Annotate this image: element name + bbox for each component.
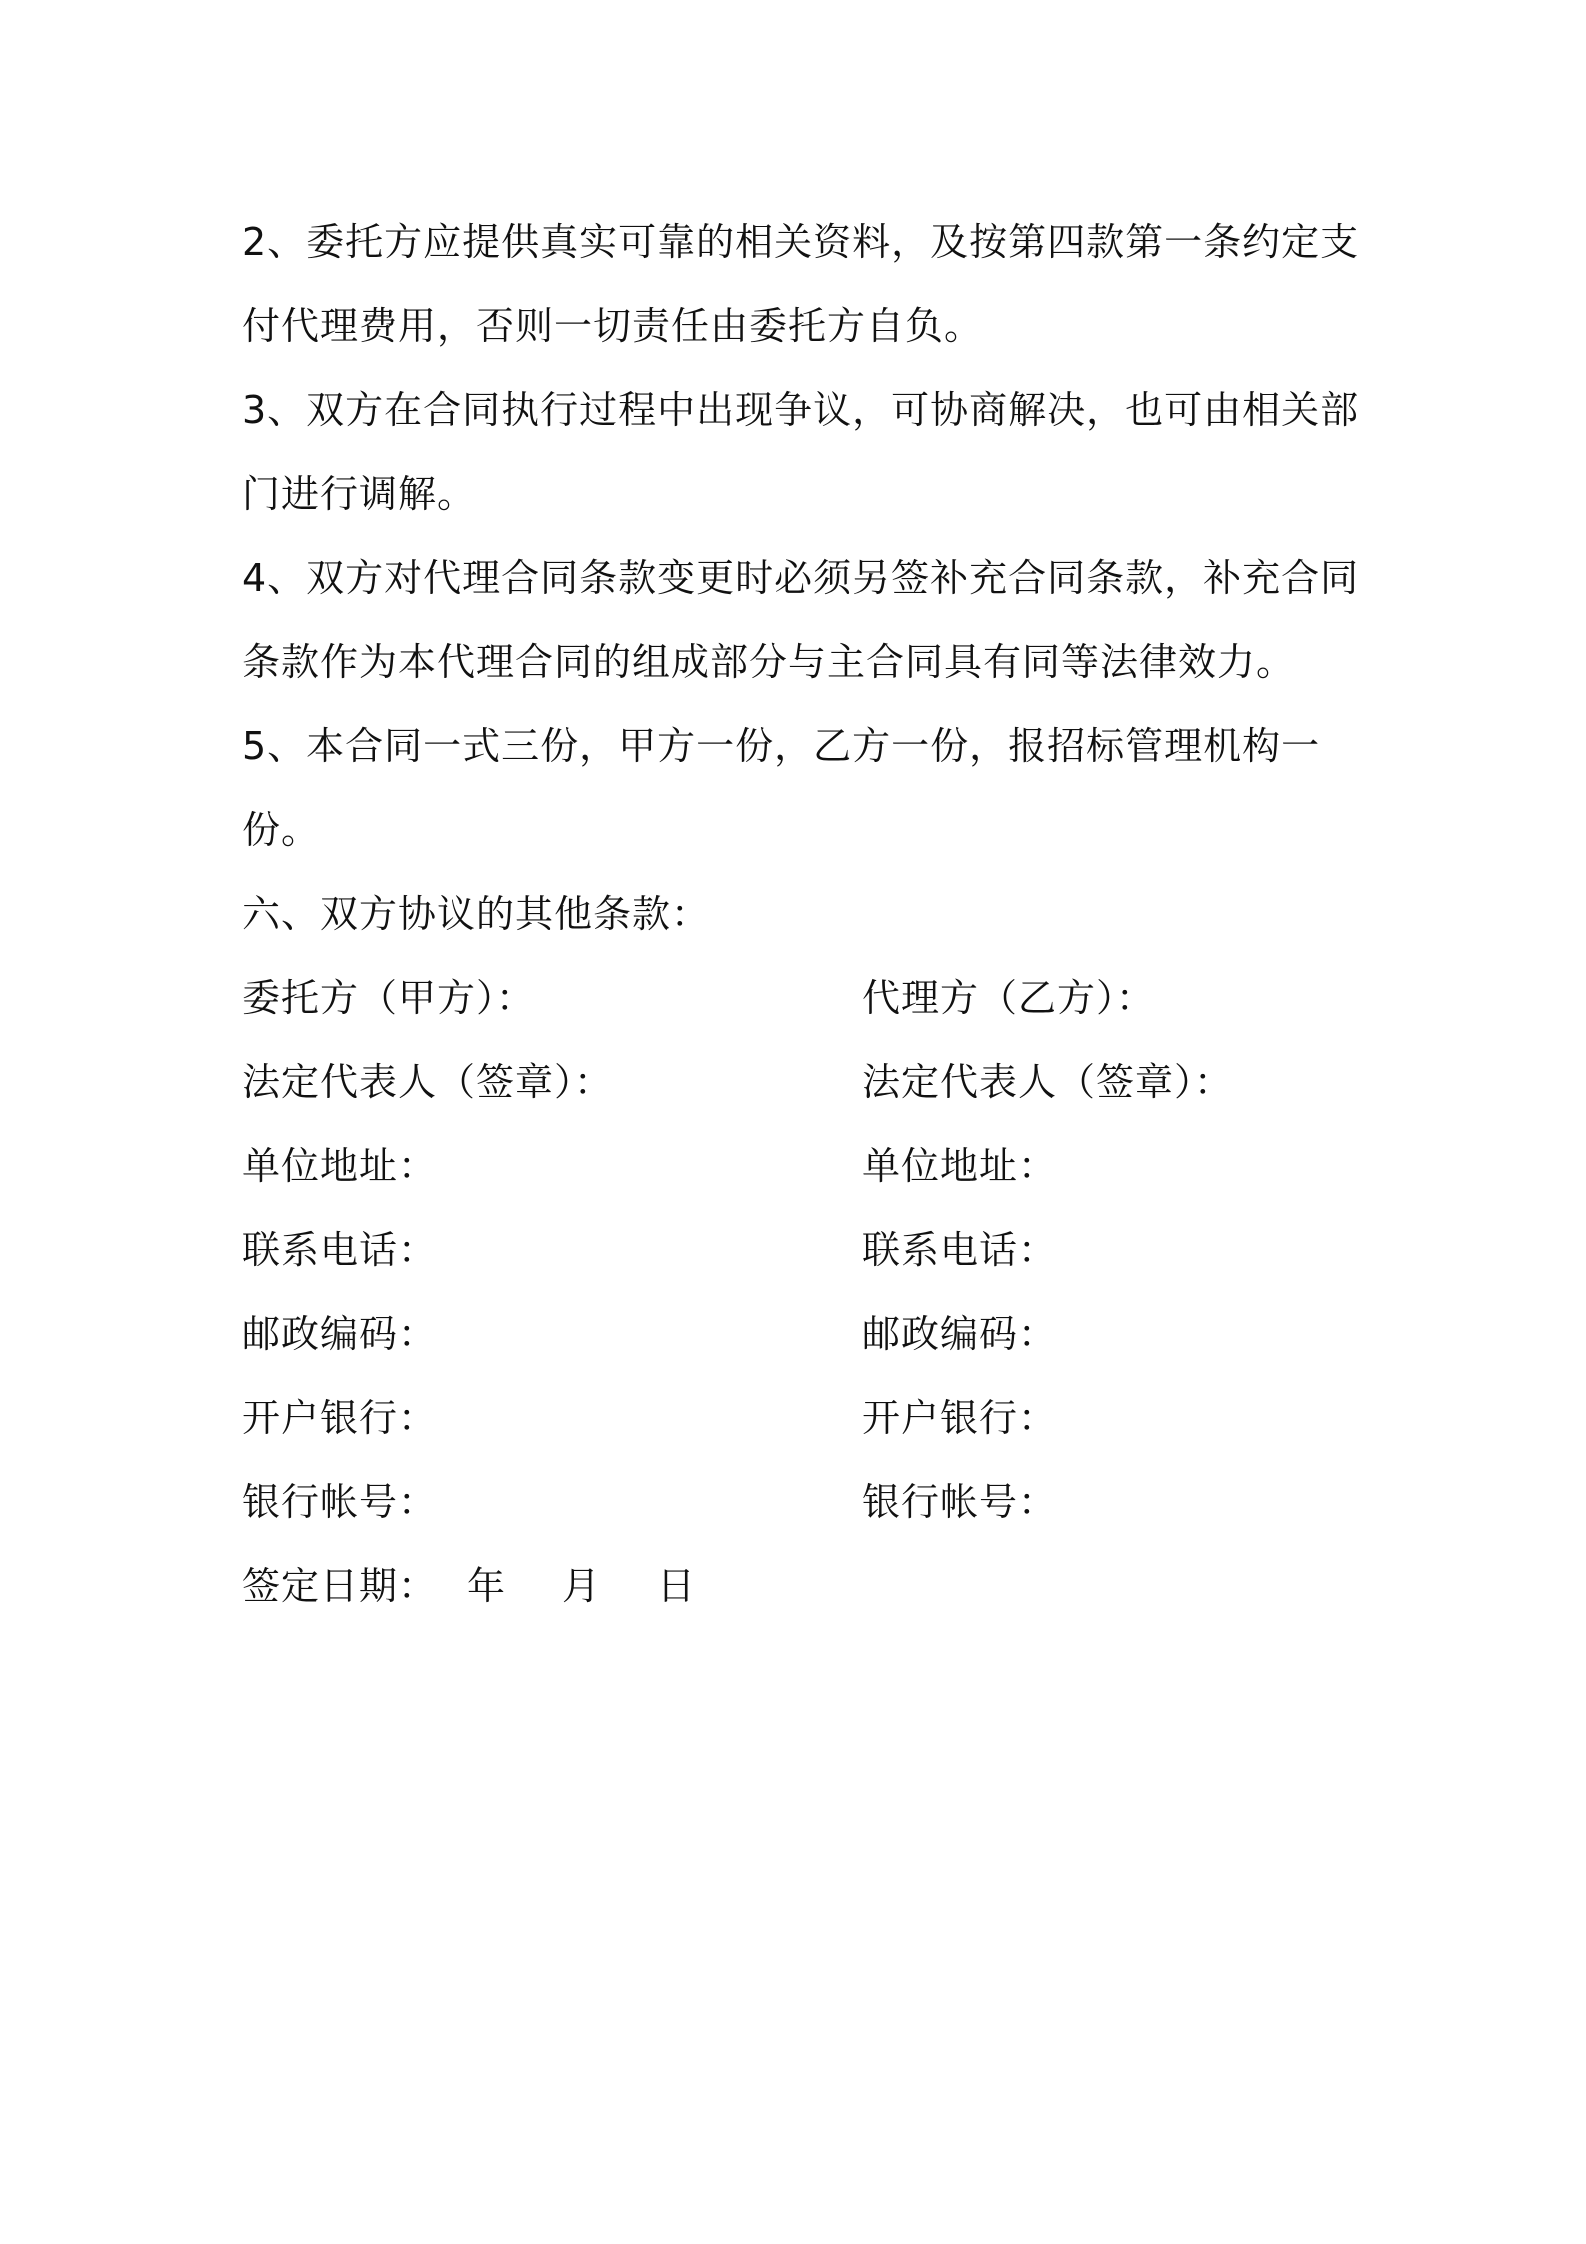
- party-b-phone: 联系电话：: [862, 1228, 1058, 1272]
- party-b-representative: 法定代表人（签章）：: [862, 1060, 1234, 1104]
- clause-3: 3、双方在合同执行过程中出现争议，可协商解决，也可由相关部门进行调解。: [242, 388, 1360, 516]
- signing-date: [242, 1544, 1362, 1628]
- party-a-account: 银行帐号：: [242, 1480, 438, 1524]
- party-a-postcode: 邮政编码：: [242, 1312, 438, 1356]
- signing-date-day: 日: [657, 1564, 697, 1608]
- clause-5: 5、本合同一式三份，甲方一份，乙方一份，报招标管理机构一份。: [242, 724, 1321, 852]
- signature-row-account: [242, 1460, 1362, 1544]
- signature-row-phone: [242, 1208, 1362, 1292]
- party-b-account: 银行帐号：: [862, 1480, 1058, 1524]
- party-b-postcode: 邮政编码：: [862, 1312, 1058, 1356]
- party-a-address: 单位地址：: [242, 1144, 438, 1188]
- signature-row-party: [242, 956, 1362, 1040]
- signature-row-postcode: [242, 1292, 1362, 1376]
- section-6-heading: 六、双方协议的其他条款：: [242, 892, 711, 936]
- signing-date-label: 签定日期：: [242, 1564, 438, 1608]
- party-a-title: 委托方（甲方）：: [242, 976, 536, 1020]
- signature-row-address: [242, 1124, 1362, 1208]
- contract-body: [242, 200, 1362, 1628]
- signature-row-representative: [242, 1040, 1362, 1124]
- clause-4: 4、双方对代理合同条款变更时必须另签补充合同条款，补充合同条款作为本代理合同的组成部分与主合同具有同等法律效力。: [242, 556, 1360, 684]
- party-b-bank: 开户银行：: [862, 1396, 1058, 1440]
- party-a-representative: 法定代表人（签章）：: [242, 1060, 614, 1104]
- party-a-phone: 联系电话：: [242, 1228, 438, 1272]
- party-a-bank: 开户银行：: [242, 1396, 438, 1440]
- signature-row-bank: [242, 1376, 1362, 1460]
- party-b-address: 单位地址：: [862, 1144, 1058, 1188]
- party-b-title: 代理方（乙方）：: [862, 976, 1156, 1020]
- signing-date-month: 月: [562, 1564, 602, 1608]
- signing-date-year: 年: [467, 1564, 507, 1608]
- clause-2: 2、委托方应提供真实可靠的相关资料，及按第四款第一条约定支付代理费用，否则一切责任由委托方自负。: [242, 220, 1360, 348]
